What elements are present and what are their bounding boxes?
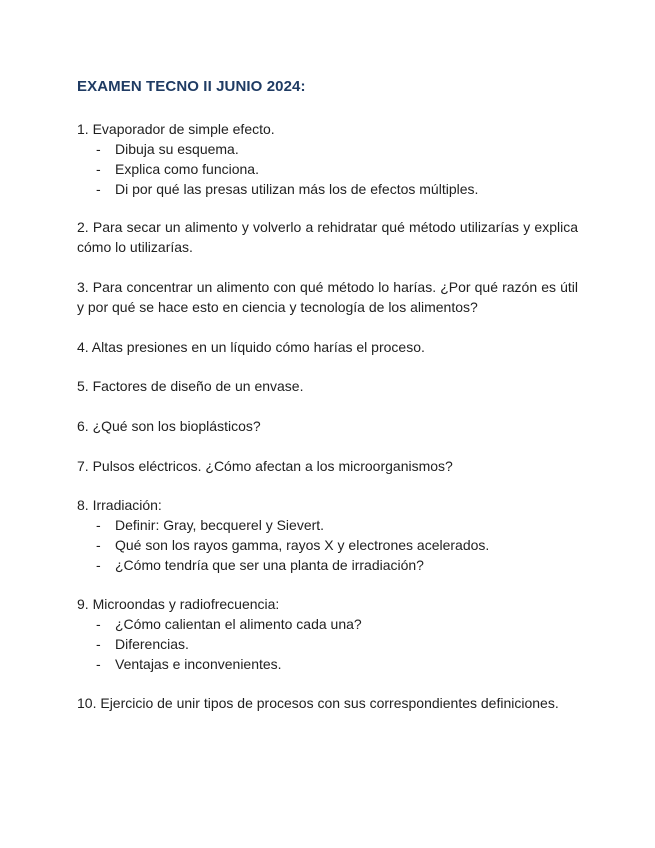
question-8 xyxy=(77,495,578,575)
list-item: - Definir: Gray, becquerel y Sievert. xyxy=(96,517,325,533)
list-item: - Dibuja su esquema. xyxy=(96,141,239,157)
question-9 xyxy=(77,594,578,674)
exam-title: EXAMEN TECNO II JUNIO 2024: xyxy=(77,78,306,95)
question-text: 1. Evaporador de simple efecto. xyxy=(77,121,275,137)
question-6: 6. ¿Qué son los bioplásticos? xyxy=(77,418,261,434)
list-item: - Diferencias. xyxy=(96,636,189,652)
sub-list xyxy=(77,139,578,199)
list-item: - ¿Cómo calientan el alimento cada una? xyxy=(96,616,362,632)
question-text: 9. Microondas y radiofrecuencia: xyxy=(77,596,280,612)
question-4: 4. Altas presiones en un líquido cómo harías el proceso. xyxy=(77,339,425,355)
question-5: 5. Factores de diseño de un envase. xyxy=(77,378,304,394)
list-item: - Di por qué las presas utilizan más los de efectos múltiples. xyxy=(96,181,479,197)
list-item: - Explica como funciona. xyxy=(96,161,259,177)
list-item: - Qué son los rayos gamma, rayos X y electrones acelerados. xyxy=(96,537,490,553)
list-item: - Ventajas e inconvenientes. xyxy=(96,656,282,672)
question-10: 10. Ejercicio de unir tipos de procesos con sus correspondientes definiciones. xyxy=(77,695,559,711)
list-item: - ¿Cómo tendría que ser una planta de irradiación? xyxy=(96,557,424,573)
question-3: 3. Para concentrar un alimento con qué método lo harías. ¿Por qué razón es útil y por qué se hace esto en ciencia y tecnología de los alimentos? xyxy=(77,279,578,315)
question-2: 2. Para secar un alimento y volverlo a rehidratar qué método utilizarías y explica cómo lo utilizarías. xyxy=(77,219,578,255)
question-1 xyxy=(77,119,578,199)
sub-list xyxy=(77,614,578,674)
sub-list xyxy=(77,515,578,575)
question-text: 8. Irradiación: xyxy=(77,497,162,513)
question-7: 7. Pulsos eléctricos. ¿Cómo afectan a los microorganismos? xyxy=(77,458,453,474)
